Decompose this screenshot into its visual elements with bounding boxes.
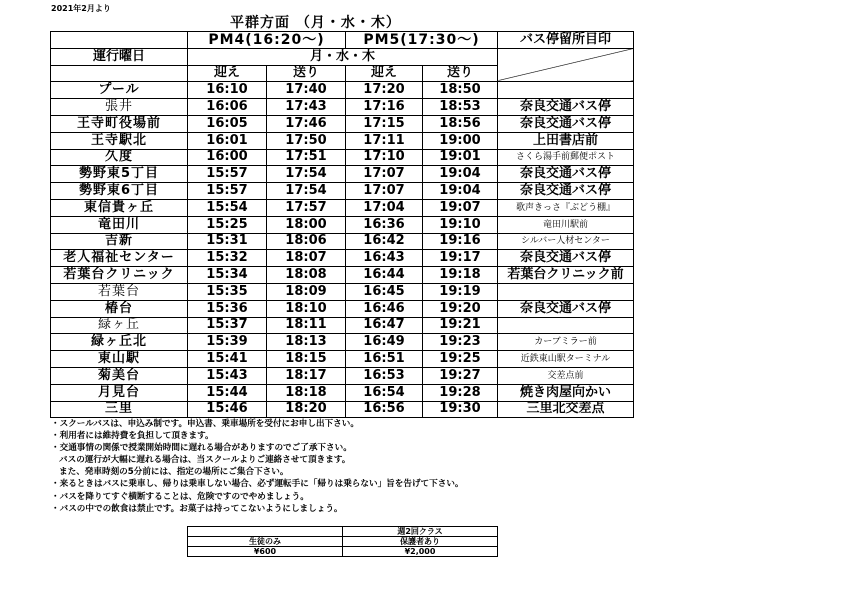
table-row: [51, 199, 634, 216]
pm5-dropoff-time: 19:07: [423, 199, 498, 216]
pm5-pickup-time: 17:07: [346, 183, 423, 200]
table-row: [51, 317, 634, 334]
pm5-pickup-time: 16:44: [346, 267, 423, 284]
fee-guardian-label: 保護者あり: [343, 537, 498, 547]
header-blank: [51, 32, 188, 49]
fee-student-price: ¥600: [188, 547, 343, 557]
table-row: [51, 250, 634, 267]
pm4-dropoff-time: 17:51: [267, 149, 346, 166]
stop-name: 菊美台: [51, 367, 188, 384]
pm4-dropoff-time: 17:40: [267, 82, 346, 99]
table-row: [51, 384, 634, 401]
pm4-pickup-time: 16:01: [188, 132, 267, 149]
pm5-pickup-time: 16:47: [346, 317, 423, 334]
pm5-dropoff-time: 19:04: [423, 166, 498, 183]
table-row: [51, 132, 634, 149]
note-line: また、発車時刻の5分前には、指定の場所にご集合下さい。: [59, 467, 289, 478]
stop-landmark: 奈良交通バス停: [498, 183, 634, 200]
pm5-pickup-time: 16:49: [346, 334, 423, 351]
stop-landmark: 竜田川駅前: [498, 216, 634, 233]
pm5-pickup-time: 16:42: [346, 233, 423, 250]
pm5-dropoff-time: 19:27: [423, 367, 498, 384]
stop-landmark: 奈良交通バス停: [498, 300, 634, 317]
pm5-pickup-time: 17:15: [346, 115, 423, 132]
pm4-dropoff-time: 18:09: [267, 283, 346, 300]
table-row: [51, 82, 634, 99]
stop-landmark: さくら湯手前郵便ポスト: [498, 149, 634, 166]
pm5-pickup-time: 16:46: [346, 300, 423, 317]
pm4-pickup-time: 15:57: [188, 183, 267, 200]
pm4-pickup-time: 15:57: [188, 166, 267, 183]
table-row: [51, 334, 634, 351]
header-stop-note: バス停留所目印: [498, 32, 634, 49]
stop-name: 勢野東5丁目: [51, 166, 188, 183]
stop-landmark: 三里北交差点: [498, 401, 634, 418]
stop-name: プール: [51, 82, 188, 99]
stop-name: 張井: [51, 99, 188, 116]
pm4-dropoff-time: 17:54: [267, 166, 346, 183]
pm4-pickup-time: 15:34: [188, 267, 267, 284]
stop-name: 椿台: [51, 300, 188, 317]
fee-header: 週2回クラス: [343, 527, 498, 537]
pm5-pickup-time: 17:04: [346, 199, 423, 216]
stop-name: 月見台: [51, 384, 188, 401]
bus-schedule-table: [50, 31, 634, 418]
pm5-pickup-time: 17:11: [346, 132, 423, 149]
pm4-dropoff-time: 18:20: [267, 401, 346, 418]
stop-landmark: [498, 283, 634, 300]
pm4-pickup-time: 16:00: [188, 149, 267, 166]
pm4-pickup-time: 15:46: [188, 401, 267, 418]
stop-landmark: シルバー人材センター: [498, 233, 634, 250]
stop-name: 吉新: [51, 233, 188, 250]
header-pm4: PM4(16:20～): [188, 32, 346, 49]
table-row: [51, 300, 634, 317]
pm4-dropoff-time: 18:18: [267, 384, 346, 401]
table-row: [51, 267, 634, 284]
pm4-pickup-time: 15:31: [188, 233, 267, 250]
table-row: [51, 283, 634, 300]
stop-landmark: カーブミラー前: [498, 334, 634, 351]
pm5-dropoff-time: 19:19: [423, 283, 498, 300]
header-blank-2: [51, 65, 188, 82]
stop-name: 若葉台: [51, 283, 188, 300]
pm4-dropoff-time: 17:46: [267, 115, 346, 132]
stop-name: 東山駅: [51, 351, 188, 368]
stop-name: 緑ヶ丘北: [51, 334, 188, 351]
pm5-dropoff-time: 19:25: [423, 351, 498, 368]
stop-landmark: 焼き肉屋向かい: [498, 384, 634, 401]
stop-name: 三里: [51, 401, 188, 418]
pm5-pickup-time: 16:54: [346, 384, 423, 401]
pm5-dropoff-time: 19:18: [423, 267, 498, 284]
note-line: ・交通事情の関係で授業開始時間に遅れる場合がありますのでご了承下さい。: [51, 443, 352, 454]
pm4-pickup-time: 15:54: [188, 199, 267, 216]
header-diagonal-cell: [498, 48, 634, 82]
notes-section: [51, 418, 464, 515]
pm5-dropoff-time: 19:20: [423, 300, 498, 317]
stop-landmark: 歌声きっさ『ぶどう棚』: [498, 199, 634, 216]
pm4-pickup-time: 16:06: [188, 99, 267, 116]
pm4-pickup-time: 15:41: [188, 351, 267, 368]
stop-landmark: [498, 317, 634, 334]
stop-name: 緑ヶ丘: [51, 317, 188, 334]
stop-name: 東信貴ヶ丘: [51, 199, 188, 216]
pm5-pickup-time: 16:43: [346, 250, 423, 267]
pm4-pickup-time: 15:35: [188, 283, 267, 300]
pm4-dropoff-time: 18:17: [267, 367, 346, 384]
note-line: ・バスを降りてすぐ横断することは、危険ですのでやめましょう。: [51, 491, 309, 502]
header-row-days: [51, 48, 634, 65]
pm4-dropoff-time: 18:07: [267, 250, 346, 267]
note-line: ・バスの中での飲食は禁止です。お菓子は持ってこないようにしましょう。: [51, 503, 343, 514]
pm4-pickup-time: 15:43: [188, 367, 267, 384]
pm5-dropoff-time: 19:10: [423, 216, 498, 233]
pm4-pickup-time: 15:25: [188, 216, 267, 233]
pm5-pickup-time: 17:10: [346, 149, 423, 166]
effective-date: 2021年2月より: [51, 4, 111, 13]
table-row: [51, 149, 634, 166]
stop-name: 勢野東6丁目: [51, 183, 188, 200]
stop-landmark: 奈良交通バス停: [498, 115, 634, 132]
table-row: [51, 367, 634, 384]
pm4-pickup-time: 16:10: [188, 82, 267, 99]
page-title: 平群方面 （月・水・木）: [230, 15, 401, 31]
pm5-pickup-time: 16:51: [346, 351, 423, 368]
pm5-pickup-time: 17:20: [346, 82, 423, 99]
stop-landmark: 若葉台クリニック前: [498, 267, 634, 284]
header-row-sessions: [51, 32, 634, 49]
fee-student-label: 生徒のみ: [188, 537, 343, 547]
pm5-dropoff-time: 18:56: [423, 115, 498, 132]
stop-name: 王寺町役場前: [51, 115, 188, 132]
pm4-pickup-time: 15:44: [188, 384, 267, 401]
pm5-dropoff-time: 19:17: [423, 250, 498, 267]
stop-landmark: [498, 82, 634, 99]
note-line: ・スクールバスは、申込み制です。申込書、乗車場所を受付にお申し出下さい。: [51, 419, 359, 429]
pm4-dropoff-time: 17:57: [267, 199, 346, 216]
pm4-dropoff-time: 18:11: [267, 317, 346, 334]
pm4-dropoff-time: 17:50: [267, 132, 346, 149]
pm5-dropoff-time: 19:01: [423, 149, 498, 166]
pm5-dropoff-time: 19:30: [423, 401, 498, 418]
stop-name: 久度: [51, 149, 188, 166]
pm4-pickup-time: 16:05: [188, 115, 267, 132]
header-operating-days: 月・水・木: [188, 48, 498, 65]
pm4-pickup-time: 15:39: [188, 334, 267, 351]
pm4-dropoff-time: 17:54: [267, 183, 346, 200]
pm5-dropoff-time: 19:23: [423, 334, 498, 351]
stop-name: 王寺駅北: [51, 132, 188, 149]
stop-landmark: 上田書店前: [498, 132, 634, 149]
table-row: [51, 166, 634, 183]
header-pickup-1: 迎え: [188, 65, 267, 82]
pm5-pickup-time: 17:16: [346, 99, 423, 116]
table-row: [51, 401, 634, 418]
pm4-pickup-time: 15:36: [188, 300, 267, 317]
header-operating-days-label: 運行曜日: [51, 48, 188, 65]
pm5-dropoff-time: 18:50: [423, 82, 498, 99]
pm4-pickup-time: 15:37: [188, 317, 267, 334]
fee-guardian-price: ¥2,000: [343, 547, 498, 557]
pm4-dropoff-time: 17:43: [267, 99, 346, 116]
pm4-dropoff-time: 18:06: [267, 233, 346, 250]
pm5-dropoff-time: 19:00: [423, 132, 498, 149]
pm5-pickup-time: 16:53: [346, 367, 423, 384]
table-row: [51, 216, 634, 233]
table-row: [51, 183, 634, 200]
stop-name: 老人福祉センター: [51, 250, 188, 267]
stop-landmark: 交差点前: [498, 367, 634, 384]
pm5-dropoff-time: 19:16: [423, 233, 498, 250]
pm5-pickup-time: 16:36: [346, 216, 423, 233]
stop-landmark: 奈良交通バス停: [498, 99, 634, 116]
stop-name: 若葉台クリニック: [51, 267, 188, 284]
note-line: バスの運行が大幅に遅れる場合は、当スクールよりご連絡させて頂きます。: [59, 455, 351, 466]
pm5-pickup-time: 16:45: [346, 283, 423, 300]
pm5-dropoff-time: 18:53: [423, 99, 498, 116]
stop-landmark: 奈良交通バス停: [498, 250, 634, 267]
header-dropoff-2: 送り: [423, 65, 498, 82]
header-pickup-2: 迎え: [346, 65, 423, 82]
pm4-dropoff-time: 18:10: [267, 300, 346, 317]
note-line: ・利用者には維持費を負担して頂きます。: [51, 431, 214, 442]
stop-name: 竜田川: [51, 216, 188, 233]
pm5-dropoff-time: 19:04: [423, 183, 498, 200]
fee-header-blank: [188, 527, 343, 537]
note-line: ・来るときはバスに乗車し、帰りは乗車しない場合、必ず運転手に「帰りは乗らない」旨を告げて下さい。: [51, 479, 464, 490]
pm4-pickup-time: 15:32: [188, 250, 267, 267]
header-dropoff-1: 送り: [267, 65, 346, 82]
table-row: [51, 99, 634, 116]
fee-table: [187, 526, 498, 557]
pm5-dropoff-time: 19:21: [423, 317, 498, 334]
header-pm5: PM5(17:30～): [346, 32, 498, 49]
table-row: [51, 115, 634, 132]
table-row: [51, 233, 634, 250]
stop-landmark: 近鉄東山駅ターミナル: [498, 351, 634, 368]
stop-landmark: 奈良交通バス停: [498, 166, 634, 183]
pm5-pickup-time: 16:56: [346, 401, 423, 418]
pm5-pickup-time: 17:07: [346, 166, 423, 183]
pm4-dropoff-time: 18:15: [267, 351, 346, 368]
pm4-dropoff-time: 18:08: [267, 267, 346, 284]
table-row: [51, 351, 634, 368]
pm5-dropoff-time: 19:28: [423, 384, 498, 401]
pm4-dropoff-time: 18:00: [267, 216, 346, 233]
pm4-dropoff-time: 18:13: [267, 334, 346, 351]
